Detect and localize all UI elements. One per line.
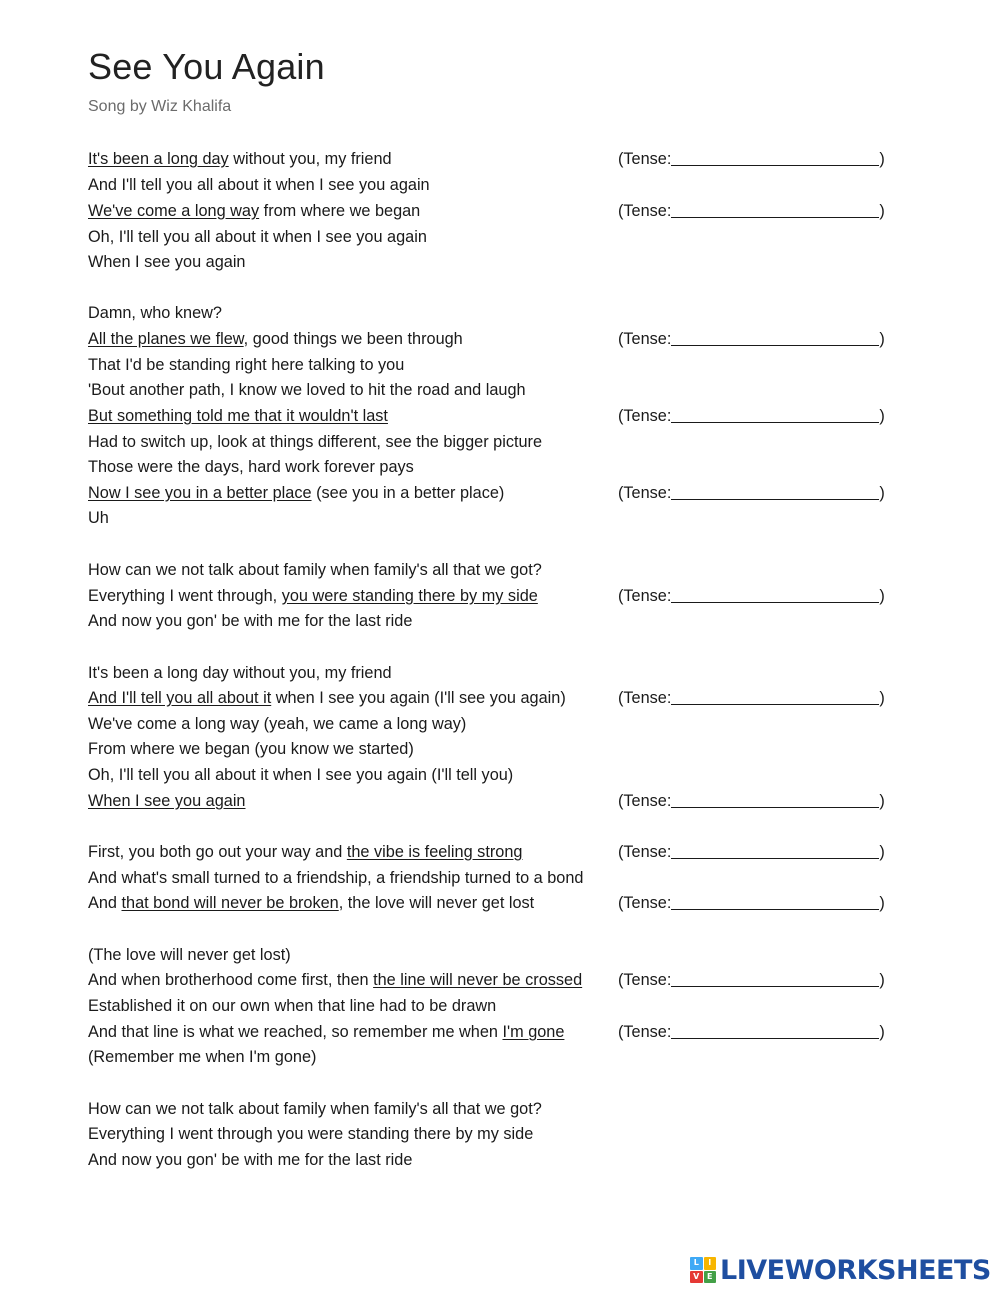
lyric-segment: When I see you again bbox=[88, 253, 246, 271]
lyric-segment: Uh bbox=[88, 509, 109, 527]
lyric-line bbox=[88, 840, 918, 864]
lyric-segment: And when brotherhood come first, then bbox=[88, 971, 374, 989]
lyric-line bbox=[88, 301, 918, 325]
logo-mark-letter: L bbox=[690, 1257, 703, 1270]
tense-close: ) bbox=[879, 792, 885, 810]
lyric-line bbox=[88, 1045, 918, 1069]
underlined-phrase: We've come a long way bbox=[88, 202, 260, 220]
tense-close: ) bbox=[879, 150, 885, 168]
lyric-line bbox=[88, 506, 918, 530]
tense-label: (Tense: bbox=[618, 1023, 672, 1041]
tense-label: (Tense: bbox=[618, 330, 672, 348]
underlined-phrase: It's been a long day bbox=[88, 150, 229, 168]
tense-blank-field[interactable] bbox=[671, 149, 879, 166]
lyric-line bbox=[88, 558, 918, 582]
lyric-segment: Damn, who knew? bbox=[88, 304, 222, 322]
lyric-text bbox=[88, 609, 412, 633]
liveworksheets-logo bbox=[690, 1254, 991, 1286]
tense-label: (Tense: bbox=[618, 407, 672, 425]
tense-label: (Tense: bbox=[618, 894, 672, 912]
lyric-text bbox=[88, 455, 414, 479]
lyric-line bbox=[88, 712, 918, 736]
lyric-text bbox=[88, 558, 542, 582]
tense-blank-field[interactable] bbox=[671, 586, 879, 603]
lyric-segment: Those were the days, hard work forever pays bbox=[88, 458, 414, 476]
lyric-line bbox=[88, 481, 918, 505]
lyric-text bbox=[88, 712, 466, 736]
lyric-text bbox=[88, 584, 538, 608]
lyric-line bbox=[88, 1122, 918, 1146]
tense-label: (Tense: bbox=[618, 587, 672, 605]
lyric-segment: without you, my friend bbox=[228, 150, 392, 168]
tense-answer bbox=[618, 968, 885, 992]
lyric-segment: And bbox=[88, 894, 122, 912]
lyric-segment: Oh, I'll tell you all about it when I see you again bbox=[88, 228, 427, 246]
lyric-segment: Everything I went through you were standing there by my side bbox=[88, 1125, 534, 1143]
lyric-segment: when I see you again (I'll see you again) bbox=[271, 689, 566, 707]
tense-blank-field[interactable] bbox=[671, 688, 879, 705]
tense-close: ) bbox=[879, 407, 885, 425]
lyric-text bbox=[88, 506, 109, 530]
lyric-text bbox=[88, 225, 427, 249]
lyric-text bbox=[88, 866, 583, 890]
lyric-segment: And now you gon' be with me for the last ride bbox=[88, 612, 413, 630]
tense-blank-field[interactable] bbox=[671, 329, 879, 346]
tense-label: (Tense: bbox=[618, 689, 672, 707]
lyric-text bbox=[88, 481, 504, 505]
underlined-phrase: Now I see you in a better place bbox=[88, 484, 312, 502]
tense-close: ) bbox=[879, 484, 885, 502]
logo-mark-letter: I bbox=[704, 1257, 717, 1270]
lyric-segment: How can we not talk about family when family's all that we got? bbox=[88, 561, 542, 579]
lyric-line bbox=[88, 430, 918, 454]
lyric-line bbox=[88, 404, 918, 428]
tense-answer bbox=[618, 404, 885, 428]
lyric-text bbox=[88, 789, 246, 813]
lyric-segment: Established it on our own when that line had to be drawn bbox=[88, 997, 497, 1015]
lyric-line bbox=[88, 789, 918, 813]
lyric-text bbox=[88, 353, 404, 377]
underlined-phrase: And I'll tell you all about it bbox=[88, 689, 272, 707]
tense-label: (Tense: bbox=[618, 484, 672, 502]
tense-close: ) bbox=[879, 894, 885, 912]
tense-blank-field[interactable] bbox=[671, 406, 879, 423]
lyric-text bbox=[88, 737, 414, 761]
tense-close: ) bbox=[879, 971, 885, 989]
lyric-segment: And what's small turned to a friendship, a friendship turned to a bond bbox=[88, 869, 584, 887]
tense-answer bbox=[618, 840, 885, 864]
lyric-segment: We've come a long way (yeah, we came a long way) bbox=[88, 715, 467, 733]
lyric-text bbox=[88, 301, 222, 325]
lyric-segment: First, you both go out your way and bbox=[88, 843, 347, 861]
tense-answer bbox=[618, 199, 885, 223]
lyric-text bbox=[88, 378, 526, 402]
lyric-text bbox=[88, 661, 392, 685]
underlined-phrase: the line will never be crossed bbox=[373, 971, 583, 989]
lyric-text bbox=[88, 1020, 564, 1044]
lyric-text bbox=[88, 404, 388, 428]
tense-answer bbox=[618, 327, 885, 351]
lyric-line bbox=[88, 584, 918, 608]
lyric-text bbox=[88, 891, 534, 915]
lyric-line bbox=[88, 199, 918, 223]
tense-answer bbox=[618, 686, 885, 710]
underlined-phrase: that bond will never be broken bbox=[121, 894, 339, 912]
tense-answer bbox=[618, 481, 885, 505]
lyric-line bbox=[88, 891, 918, 915]
lyric-text bbox=[88, 840, 522, 864]
tense-blank-field[interactable] bbox=[671, 842, 879, 859]
lyric-text bbox=[88, 943, 291, 967]
lyric-segment: How can we not talk about family when family's all that we got? bbox=[88, 1100, 542, 1118]
lyric-segment: , the love will never get lost bbox=[338, 894, 535, 912]
tense-answer bbox=[618, 789, 885, 813]
lyric-line bbox=[88, 353, 918, 377]
lyric-text bbox=[88, 173, 430, 197]
lyric-text bbox=[88, 763, 513, 787]
lyric-segment: Everything I went through, bbox=[88, 587, 282, 605]
page-title: See You Again bbox=[88, 46, 325, 87]
tense-answer bbox=[618, 891, 885, 915]
lyric-segment: , good things we been through bbox=[243, 330, 463, 348]
lyric-line bbox=[88, 1148, 918, 1172]
lyric-line bbox=[88, 686, 918, 710]
lyric-segment: And I'll tell you all about it when I see you again bbox=[88, 176, 430, 194]
lyric-text bbox=[88, 1148, 412, 1172]
lyric-text bbox=[88, 968, 582, 992]
lyric-line bbox=[88, 866, 918, 890]
tense-blank-field[interactable] bbox=[671, 791, 879, 808]
tense-blank-field[interactable] bbox=[671, 201, 879, 218]
lyric-segment: from where we began bbox=[259, 202, 421, 220]
lyric-segment: (see you in a better place) bbox=[311, 484, 505, 502]
tense-answer bbox=[618, 147, 885, 171]
tense-answer bbox=[618, 1020, 885, 1044]
underlined-phrase: All the planes we flew bbox=[88, 330, 244, 348]
lyric-line bbox=[88, 737, 918, 761]
tense-close: ) bbox=[879, 202, 885, 220]
tense-close: ) bbox=[879, 689, 885, 707]
lyric-text bbox=[88, 199, 420, 223]
underlined-phrase: But something told me that it wouldn't last bbox=[88, 407, 388, 425]
tense-label: (Tense: bbox=[618, 792, 672, 810]
lyric-text bbox=[88, 1045, 316, 1069]
lyric-segment: Oh, I'll tell you all about it when I see you again (I'll tell you) bbox=[88, 766, 514, 784]
lyric-segment: It's been a long day without you, my friend bbox=[88, 664, 392, 682]
lyric-text bbox=[88, 686, 566, 710]
underlined-phrase: I'm gone bbox=[502, 1023, 565, 1041]
lyric-text bbox=[88, 147, 392, 171]
tense-label: (Tense: bbox=[618, 202, 672, 220]
lyric-line bbox=[88, 994, 918, 1018]
lyric-line bbox=[88, 1097, 918, 1121]
lyric-segment: And now you gon' be with me for the last ride bbox=[88, 1151, 413, 1169]
lyric-text bbox=[88, 250, 246, 274]
page-subtitle: Song by Wiz Khalifa bbox=[88, 98, 232, 115]
lyric-line bbox=[88, 1020, 918, 1044]
tense-label: (Tense: bbox=[618, 843, 672, 861]
tense-close: ) bbox=[879, 330, 885, 348]
lyric-line bbox=[88, 968, 918, 992]
lyric-text bbox=[88, 1097, 542, 1121]
lyric-text bbox=[88, 327, 463, 351]
tense-blank-field[interactable] bbox=[671, 970, 879, 987]
tense-close: ) bbox=[879, 1023, 885, 1041]
lyric-line bbox=[88, 250, 918, 274]
lyric-segment: Had to switch up, look at things different, see the bigger picture bbox=[88, 433, 543, 451]
lyric-line bbox=[88, 147, 918, 171]
tense-blank-field[interactable] bbox=[671, 1022, 879, 1039]
logo-mark-letter: E bbox=[704, 1271, 717, 1284]
tense-blank-field[interactable] bbox=[671, 893, 879, 910]
lyric-text bbox=[88, 994, 496, 1018]
lyric-line bbox=[88, 225, 918, 249]
lyric-line bbox=[88, 763, 918, 787]
lyric-segment: (The love will never get lost) bbox=[88, 946, 291, 964]
lyric-line bbox=[88, 943, 918, 967]
underlined-phrase: you were standing there by my side bbox=[281, 587, 538, 605]
tense-answer bbox=[618, 584, 885, 608]
lyric-line bbox=[88, 327, 918, 351]
lyric-line bbox=[88, 661, 918, 685]
lyric-segment: From where we began (you know we started) bbox=[88, 740, 414, 758]
logo-text: LIVEWORKSHEETS bbox=[720, 1254, 991, 1286]
underlined-phrase: When I see you again bbox=[88, 792, 246, 810]
tense-blank-field[interactable] bbox=[671, 483, 879, 500]
lyric-text bbox=[88, 430, 542, 454]
tense-close: ) bbox=[879, 843, 885, 861]
tense-label: (Tense: bbox=[618, 971, 672, 989]
lyric-line bbox=[88, 609, 918, 633]
lyric-line bbox=[88, 173, 918, 197]
lyric-segment: That I'd be standing right here talking to you bbox=[88, 356, 405, 374]
lyric-text bbox=[88, 1122, 533, 1146]
logo-mark-letter: V bbox=[690, 1271, 703, 1284]
lyric-segment: (Remember me when I'm gone) bbox=[88, 1048, 317, 1066]
underlined-phrase: the vibe is feeling strong bbox=[346, 843, 523, 861]
lyric-segment: And that line is what we reached, so remember me when bbox=[88, 1023, 503, 1041]
logo-mark-icon bbox=[690, 1257, 716, 1283]
lyric-line bbox=[88, 455, 918, 479]
tense-label: (Tense: bbox=[618, 150, 672, 168]
lyric-segment: 'Bout another path, I know we loved to hit the road and laugh bbox=[88, 381, 526, 399]
lyric-line bbox=[88, 378, 918, 402]
tense-close: ) bbox=[879, 587, 885, 605]
